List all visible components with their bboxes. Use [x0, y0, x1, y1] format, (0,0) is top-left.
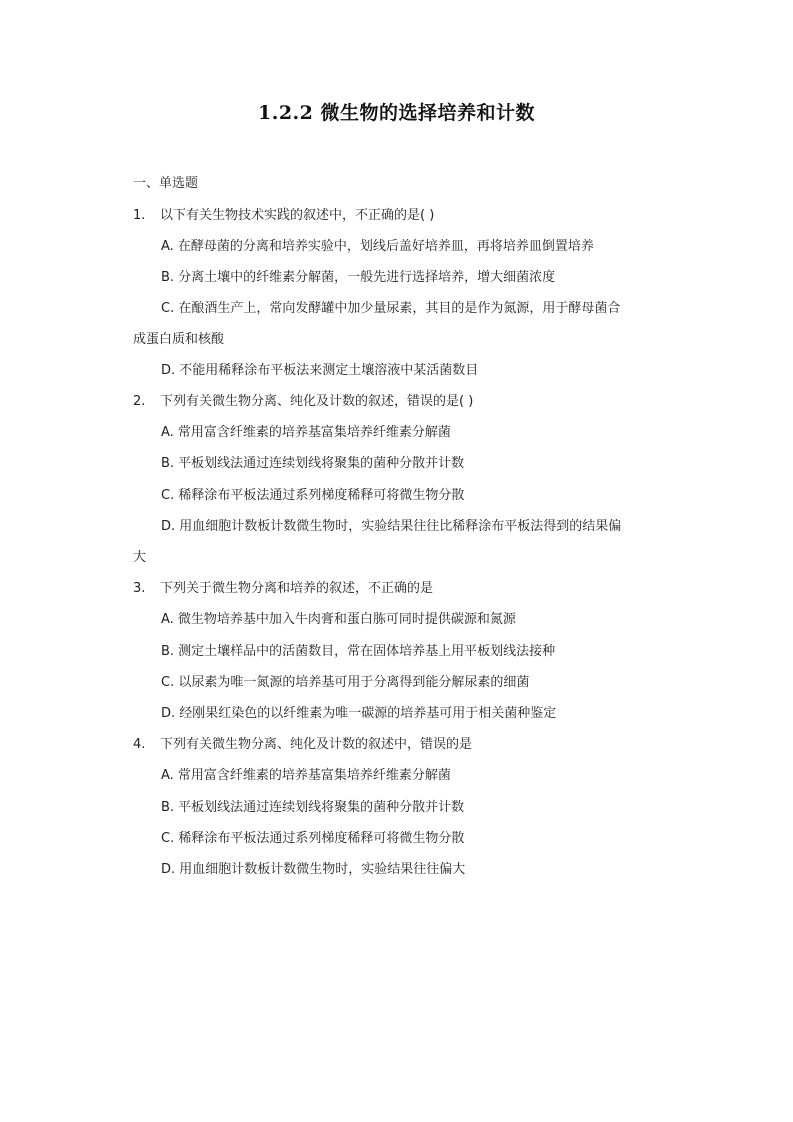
q2-option-a: A. 常用富含纤维素的培养基富集培养纤维素分解菌 [161, 425, 451, 440]
q3-option-d: D. 经刚果红染色的以纤维素为唯一碳源的培养基可用于相关菌种鉴定 [161, 706, 557, 721]
question-text: 下列有关微生物分离、纯化及计数的叙述，错误的是( ) [160, 394, 474, 409]
q4-option-c: C. 稀释涂布平板法通过系列梯度稀释可将微生物分散 [161, 831, 465, 846]
q4-option-b: B. 平板划线法通过连续划线将聚集的菌种分散并计数 [161, 800, 465, 815]
q4-option-a: A. 常用富含纤维素的培养基富集培养纤维素分解菌 [161, 768, 451, 783]
q3-option-a: A. 微生物培养基中加入牛肉膏和蛋白胨可同时提供碳源和氮源 [161, 612, 516, 627]
q1-option-b: B. 分离土壤中的纤维素分解菌，一般先进行选择培养，增大细菌浓度 [161, 270, 556, 285]
question-2-stem [133, 390, 473, 409]
q1-option-c: C. 在酿酒生产上，常向发酵罐中加少量尿素，其目的是作为氮源，用于酵母菌合 [161, 301, 621, 316]
question-text: 下列关于微生物分离和培养的叙述，不正确的是 [160, 581, 434, 596]
question-text: 以下有关生物技术实践的叙述中，不正确的是( ) [160, 208, 435, 223]
q1-option-c-continuation: 成蛋白质和核酸 [133, 332, 225, 347]
question-number: 1. [133, 208, 146, 223]
q3-option-c: C. 以尿素为唯一氮源的培养基可用于分离得到能分解尿素的细菌 [161, 675, 530, 690]
q2-option-b: B. 平板划线法通过连续划线将聚集的菌种分散并计数 [161, 456, 465, 471]
question-3-stem [133, 577, 433, 596]
q2-option-d: D. 用血细胞计数板计数微生物时，实验结果往往比稀释涂布平板法得到的结果偏 [161, 519, 622, 534]
q4-option-d: D. 用血细胞计数板计数微生物时，实验结果往往偏大 [161, 862, 466, 877]
q2-option-c: C. 稀释涂布平板法通过系列梯度稀释可将微生物分散 [161, 488, 465, 503]
question-text: 下列有关微生物分离、纯化及计数的叙述中，错误的是 [160, 737, 473, 752]
q1-option-d: D. 不能用稀释涂布平板法来测定土壤溶液中某活菌数目 [161, 363, 479, 378]
question-4-stem [133, 733, 472, 752]
question-number: 2. [133, 394, 146, 409]
page-title: 1.2.2 微生物的选择培养和计数 [257, 102, 535, 124]
q3-option-b: B. 测定土壤样品中的活菌数目，常在固体培养基上用平板划线法接种 [161, 644, 556, 659]
section-heading: 一、单选题 [133, 176, 199, 191]
question-number: 4. [133, 737, 146, 752]
q2-option-d-continuation: 大 [133, 550, 147, 565]
question-1-stem [133, 204, 434, 223]
q1-option-a: A. 在酵母菌的分离和培养实验中，划线后盖好培养皿，再将培养皿倒置培养 [161, 239, 594, 254]
question-number: 3. [133, 581, 146, 596]
